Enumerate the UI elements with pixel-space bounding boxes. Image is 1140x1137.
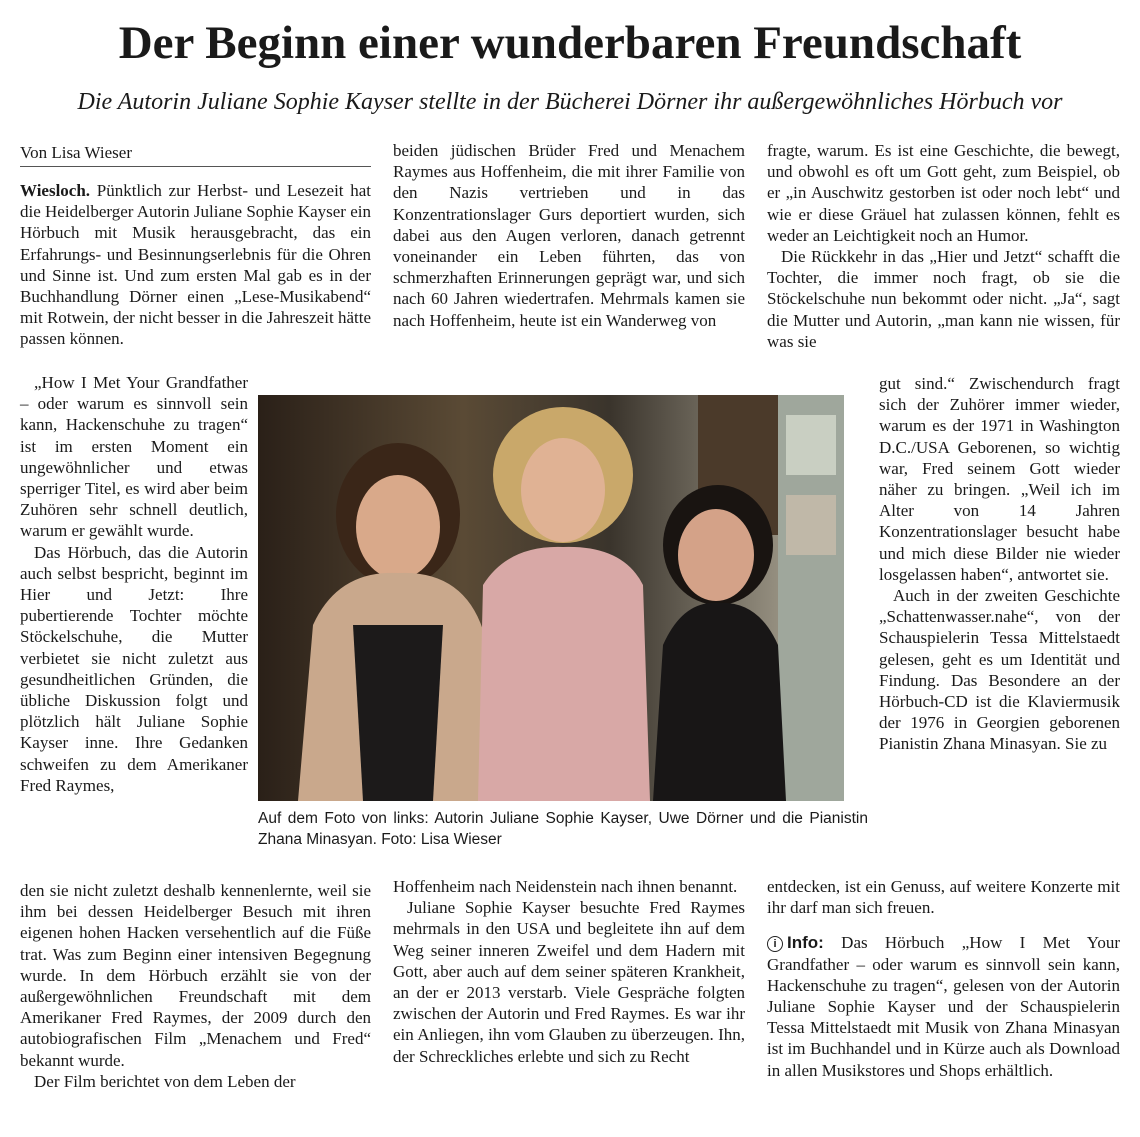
- headline: Der Beginn einer wunderbaren Freundschaft: [118, 17, 1022, 69]
- paragraph: „How I Met Your Grandfather – oder warum es sinnvoll sein kann, Hackenschuhe zu tragen“ ist im ersten Moment ein ungewöhnlicher und etwas sperriger Titel, es wird aber beim Zuhören sehr schnell deutlich, warum er gewählt wurde.: [20, 373, 248, 541]
- photo-illustration: [258, 395, 844, 801]
- info-text: Das Hörbuch „How I Met Your Grandfather – oder warum es sinnvoll sein kann, Hackenschuhe zu tragen“, gelesen von der Autorin Juliane Sophie Kayser und der Schauspielerin Tessa Mittelstaedt mit Musik von Zhana Minasyan ist im Buchhandel und in Kürze auch als Download in allen Musikstores und Shops erhältlich.: [767, 933, 1120, 1080]
- paragraph: fragte, warum. Es ist eine Geschichte, die bewegt, und obwohl es oft um Gott geht, zum Beispiel, ob er „in Auschwitz gestorben ist oder noch lebt“ und wie er diese Gräuel hat zulassen können, fehlt es weder an Leichtigkeit noch an Humor.: [767, 141, 1120, 245]
- paragraph: den sie nicht zuletzt deshalb kennenlernte, weil sie ihm bei dessen Heidelberger Besuch mit ihren eigenen hohen Hacken versehentlich auf die Füße trat. Was zum Beginn einer intensiven Begegnung wurde. In dem Hörbuch erzählt sie von der außergewöhnlichen Freundschaft mit dem Amerikaner Fred Raymes, der 2009 durch den autobiografischen Film „Menachem und Fred“ bekannt wurde.: [20, 881, 371, 1070]
- paragraph: Das Hörbuch, das die Autorin auch selbst bespricht, beginnt im Hier und Jetzt: Ihre pubertierende Tochter möchte Stöckelschuhe, die Mutter verbietet sie nicht zuletzt aus gesundheitlichen Gründen, die übliche Diskussion folgt und plötzlich hält Juliane Sophie Kayser inne. Ihre Gedanken schweifen zu dem Amerikaner Fred Raymes,: [20, 542, 248, 795]
- paragraph: Der Film berichtet von dem Leben der: [34, 1071, 296, 1091]
- subheadline: Die Autorin Juliane Sophie Kayser stellte in der Bücherei Dörner ihr außergewöhnliches Hörbuch vor: [77, 89, 1063, 115]
- column-3-narrow: [879, 373, 1120, 755]
- paragraph: beiden jüdischen Brüder Fred und Menachem Raymes aus Hoffenheim, die mit ihrer Familie von den Nazis vertrieben und in das Konzentrationslager Gurs deportiert wurden, sich dabei aus den Augen verloren, danach getrennt voneinander ein Leben führten, das von schmerzhaften Erinnerungen geprägt war, und sich nach 60 Jahren wiedertrafen. Mehrmals kamen sie nach Hoffenheim, heute ist ein Wanderweg von: [393, 141, 745, 330]
- column-1-bottom: [20, 880, 371, 1092]
- photo-caption: Auf dem Foto von links: Autorin Juliane Sophie Kayser, Uwe Dörner und die Pianistin Zhana Minasyan. Foto: Lisa Wieser: [258, 810, 868, 848]
- column-2-top: [393, 140, 745, 331]
- paragraph: Auch in der zweiten Geschichte „Schattenwasser.nahe“, von der Schauspielerin Tessa Mittelstaedt gelesen, geht es um Identität und Findung. Das Besondere an der Hörbuch-CD ist die Klaviermusik der 1976 in Georgien geborenen Pianistin Zhana Minasyan. Sie zu: [879, 586, 1120, 754]
- paragraph: Hoffenheim nach Neidenstein nach ihnen benannt.: [393, 877, 738, 896]
- info-box: [767, 932, 1120, 1080]
- dateline: Wiesloch.: [20, 181, 91, 200]
- paragraph: Juliane Sophie Kayser besuchte Fred Raymes mehrmals in den USA und begleitete ihn auf dem Weg seiner inneren Zweifel und dem Hadern mit Gott, aber auch auf dem seiner späteren Krankheit, an der er 2013 verstarb. Viele Gespräche folgten zwischen der Autorin und Fred Raymes. Es war ihr ein Anliegen, ihn vom Glauben zu überzeugen. Ihn, der Schreckliches erlebte und sich zu Recht: [393, 898, 745, 1066]
- column-2-bottom: [393, 876, 745, 1067]
- article-photo: [258, 395, 844, 801]
- paragraph: gut sind.“ Zwischendurch fragt sich der Zuhörer immer wieder, warum es der 1971 in Washington D.C./USA Geborenen, so wichtig war, Fred seinem Gott wieder näher zu bringen. „Weil ich im Alter von 14 Jahren Konzentrationslager besucht habe und mich diese Bilder nie wieder losgelassen haben“, antwortet sie.: [879, 374, 1120, 584]
- column-1-top: [20, 180, 371, 350]
- column-1-narrow: [20, 372, 248, 796]
- column-3-bottom: [767, 876, 1120, 1081]
- paragraph: [20, 180, 371, 350]
- paragraph: Die Rückkehr in das „Hier und Jetzt“ schafft die Tochter, die immer noch fragt, ob sie die Stöckelschuhe nun bekommt oder nicht. „Ja“, sagt die Mutter und Autorin, „man kann nie wissen, für was sie: [767, 247, 1120, 351]
- info-label: Info:: [787, 933, 824, 953]
- byline: Von Lisa Wieser: [20, 142, 371, 167]
- info-icon: i: [767, 936, 783, 952]
- paragraph-text: Pünktlich zur Herbst- und Lesezeit hat die Heidelberger Autorin Juliane Sophie Kayser ein Hörbuch mit Musik herausgebracht, das ein Erfahrungs- und Besinnungserlebnis für die Ohren und Sinne ist. Und zum ersten Mal gab es in der Buchhandlung Dörner einen „Lese-Musikabend“ mit Rotwein, der nicht besser in die Jahreszeit hätte passen können.: [20, 181, 371, 349]
- column-3-top: [767, 140, 1120, 352]
- paragraph: entdecken, ist ein Genuss, auf weitere Konzerte mit ihr darf man sich freuen.: [767, 877, 1120, 918]
